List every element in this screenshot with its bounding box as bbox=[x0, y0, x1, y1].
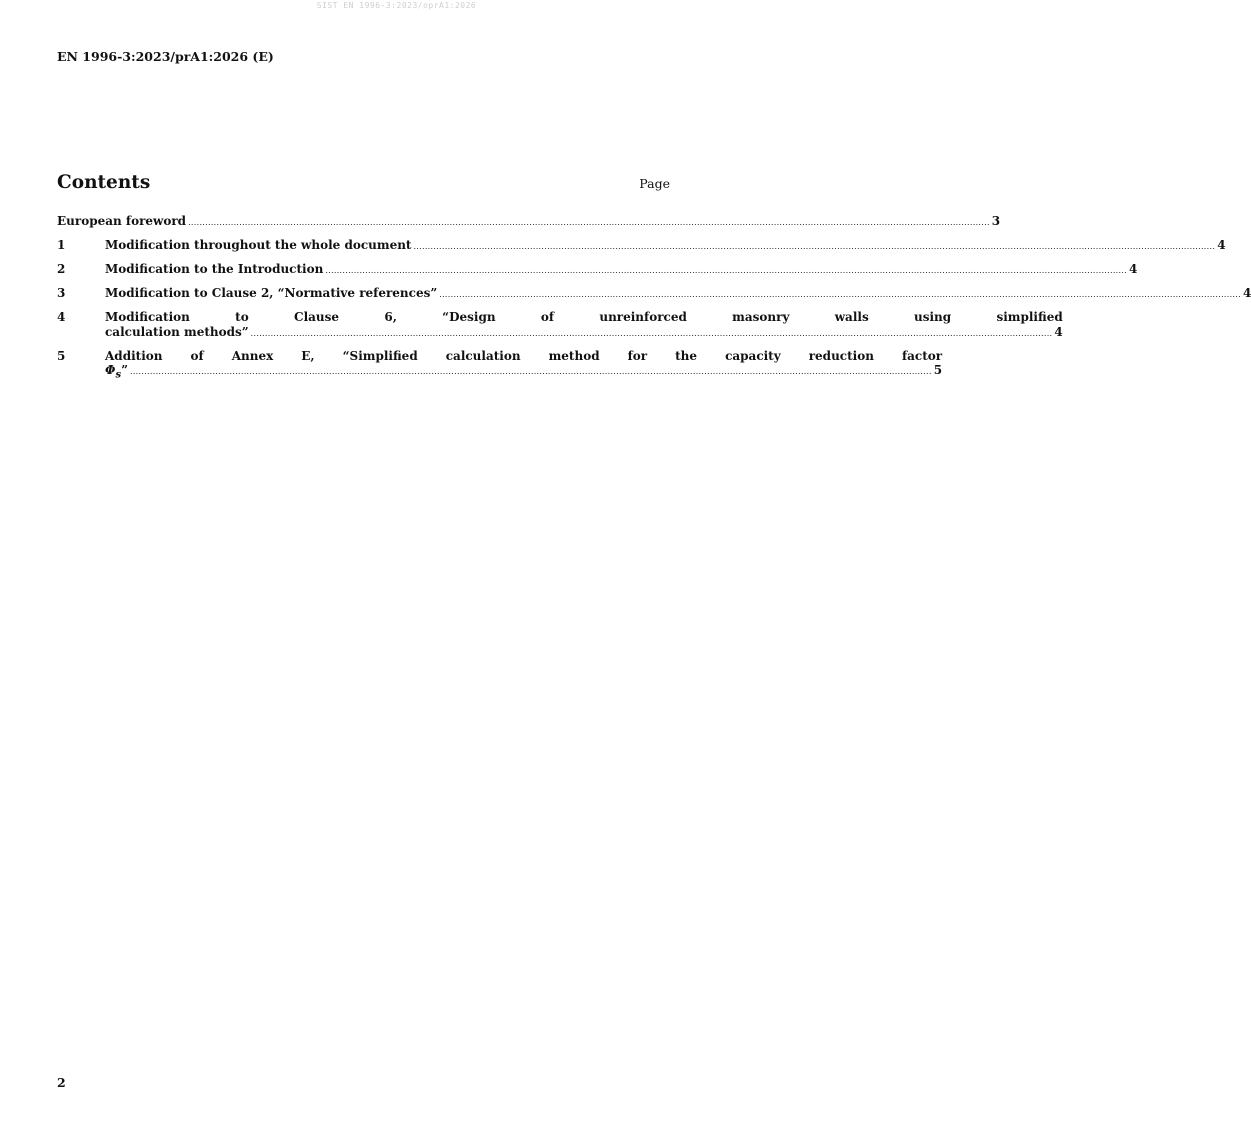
toc-entry-title-line2[interactable]: calculation methods” bbox=[105, 324, 249, 339]
toc-entry-number: 5 bbox=[57, 348, 66, 363]
toc-entry-1[interactable] bbox=[57, 238, 1226, 255]
toc-entry-foreword[interactable] bbox=[57, 214, 1001, 231]
toc-entry-number: 3 bbox=[57, 286, 66, 300]
phi-symbol: Φ bbox=[105, 363, 116, 377]
dot-leader bbox=[188, 216, 990, 231]
contents-title: Contents bbox=[57, 172, 151, 193]
toc-entry-title-line1[interactable]: Addition of Annex E, “Simplified calculation method for the capacity reduction factor bbox=[105, 348, 943, 363]
dot-leader bbox=[413, 240, 1215, 255]
toc-entry-title[interactable]: Modification throughout the whole document bbox=[105, 238, 412, 252]
toc-entry-title[interactable]: European foreword bbox=[57, 214, 187, 228]
title-suffix: ” bbox=[121, 363, 128, 377]
toc-entry-page: 4 bbox=[1217, 238, 1226, 252]
toc-entry-number: 4 bbox=[57, 310, 66, 324]
toc-entry-page: 4 bbox=[1054, 324, 1063, 339]
dot-leader bbox=[251, 327, 1053, 342]
toc-entry-4[interactable] bbox=[57, 310, 1063, 341]
toc-entry-title[interactable]: Modification to Clause 2, “Normative references” bbox=[105, 286, 438, 300]
toc-entry-title[interactable]: Modification to the Introduction bbox=[105, 262, 324, 276]
toc-entry-2[interactable] bbox=[57, 262, 1138, 279]
toc-entry-page: 4 bbox=[1242, 286, 1251, 300]
watermark: SIST EN 1996-3:2023/oprA1:2026 bbox=[316, 1, 477, 10]
contents-header bbox=[57, 172, 672, 193]
dot-leader bbox=[130, 365, 932, 380]
toc-entry-page: 4 bbox=[1129, 262, 1138, 276]
toc-entry-page: 3 bbox=[991, 214, 1001, 228]
phi-subscript: s bbox=[115, 369, 122, 381]
toc-entry-3[interactable] bbox=[57, 286, 1251, 303]
toc-entry-page: 5 bbox=[933, 363, 943, 377]
toc-entry-title-line1[interactable]: Modification to Clause 6, “Design of unreinforced masonry walls using simplified bbox=[105, 310, 1063, 324]
page-number: 2 bbox=[57, 1075, 66, 1090]
dot-leader bbox=[325, 264, 1127, 279]
toc-entry-number: 2 bbox=[57, 262, 66, 276]
toc-entry-title-line2[interactable] bbox=[105, 363, 128, 383]
dot-leader bbox=[439, 288, 1241, 303]
toc-entry-5[interactable] bbox=[57, 348, 943, 383]
page-column-label: Page bbox=[639, 176, 670, 191]
table-of-contents bbox=[57, 214, 1251, 390]
toc-entry-number: 1 bbox=[57, 238, 66, 252]
document-id: EN 1996-3:2023/prA1:2026 (E) bbox=[57, 49, 274, 64]
